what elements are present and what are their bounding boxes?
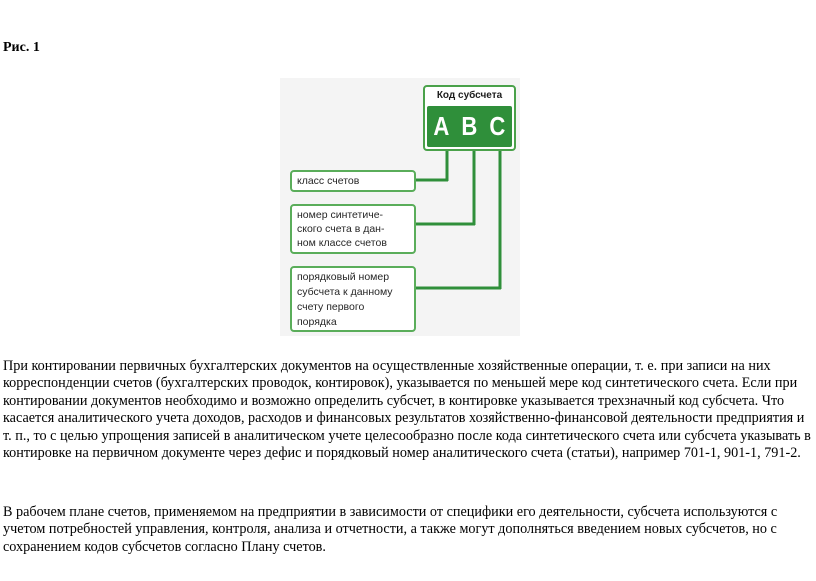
box-synthetic-account-number: номер синтетиче- ского счета в дан- ном классе счетов	[290, 204, 416, 254]
paragraph-2: В рабочем плане счетов, применяемом на предприятии в зависимости от специфики его деятельности, субсчета используются с учетом потребностей управления, контроля, анализа и отчетности, а также могут дополняться введением новых субсчетов, но с сохранением кодов субсчетов согласно Плану счетов.	[3, 504, 778, 555]
letter-c: C	[489, 111, 506, 141]
code-letters	[427, 106, 512, 147]
letter-b: B	[461, 111, 478, 141]
figure-label: Рис. 1	[3, 40, 40, 55]
code-box	[423, 85, 516, 151]
box-subaccount-ordinal-number: порядковый номер субсчета к данному счету первого порядка	[290, 266, 416, 332]
paragraph-1: При контировании первичных бухгалтерских документов на осуществленные хозяйственные операции, т. е. при записи на них корреспонденции счетов (бухгалтерских проводок, контировок), указывается по меньшей мере код синтетического счета. Если при контировании документов необходимо и возможно определить субсчет, в контировке указывается трехзначный код субсчета. Что касается аналитического учета доходов, расходов и финансовых результатов хозяйственно-финансовой деятельности предприятия и т. п., то с целью упрощения записей в аналитическом учете целесообразно после кода синтетического счета или субсчета указывать в контировке на первичном документе через дефис и порядковый номер аналитического счета (статьи), например 701-1, 901-1, 791-2.	[3, 358, 811, 462]
letter-a: A	[433, 111, 450, 141]
subaccount-code-diagram	[280, 78, 520, 336]
code-title: Код субсчета	[436, 90, 503, 101]
box-account-class: класс счетов	[290, 170, 416, 192]
